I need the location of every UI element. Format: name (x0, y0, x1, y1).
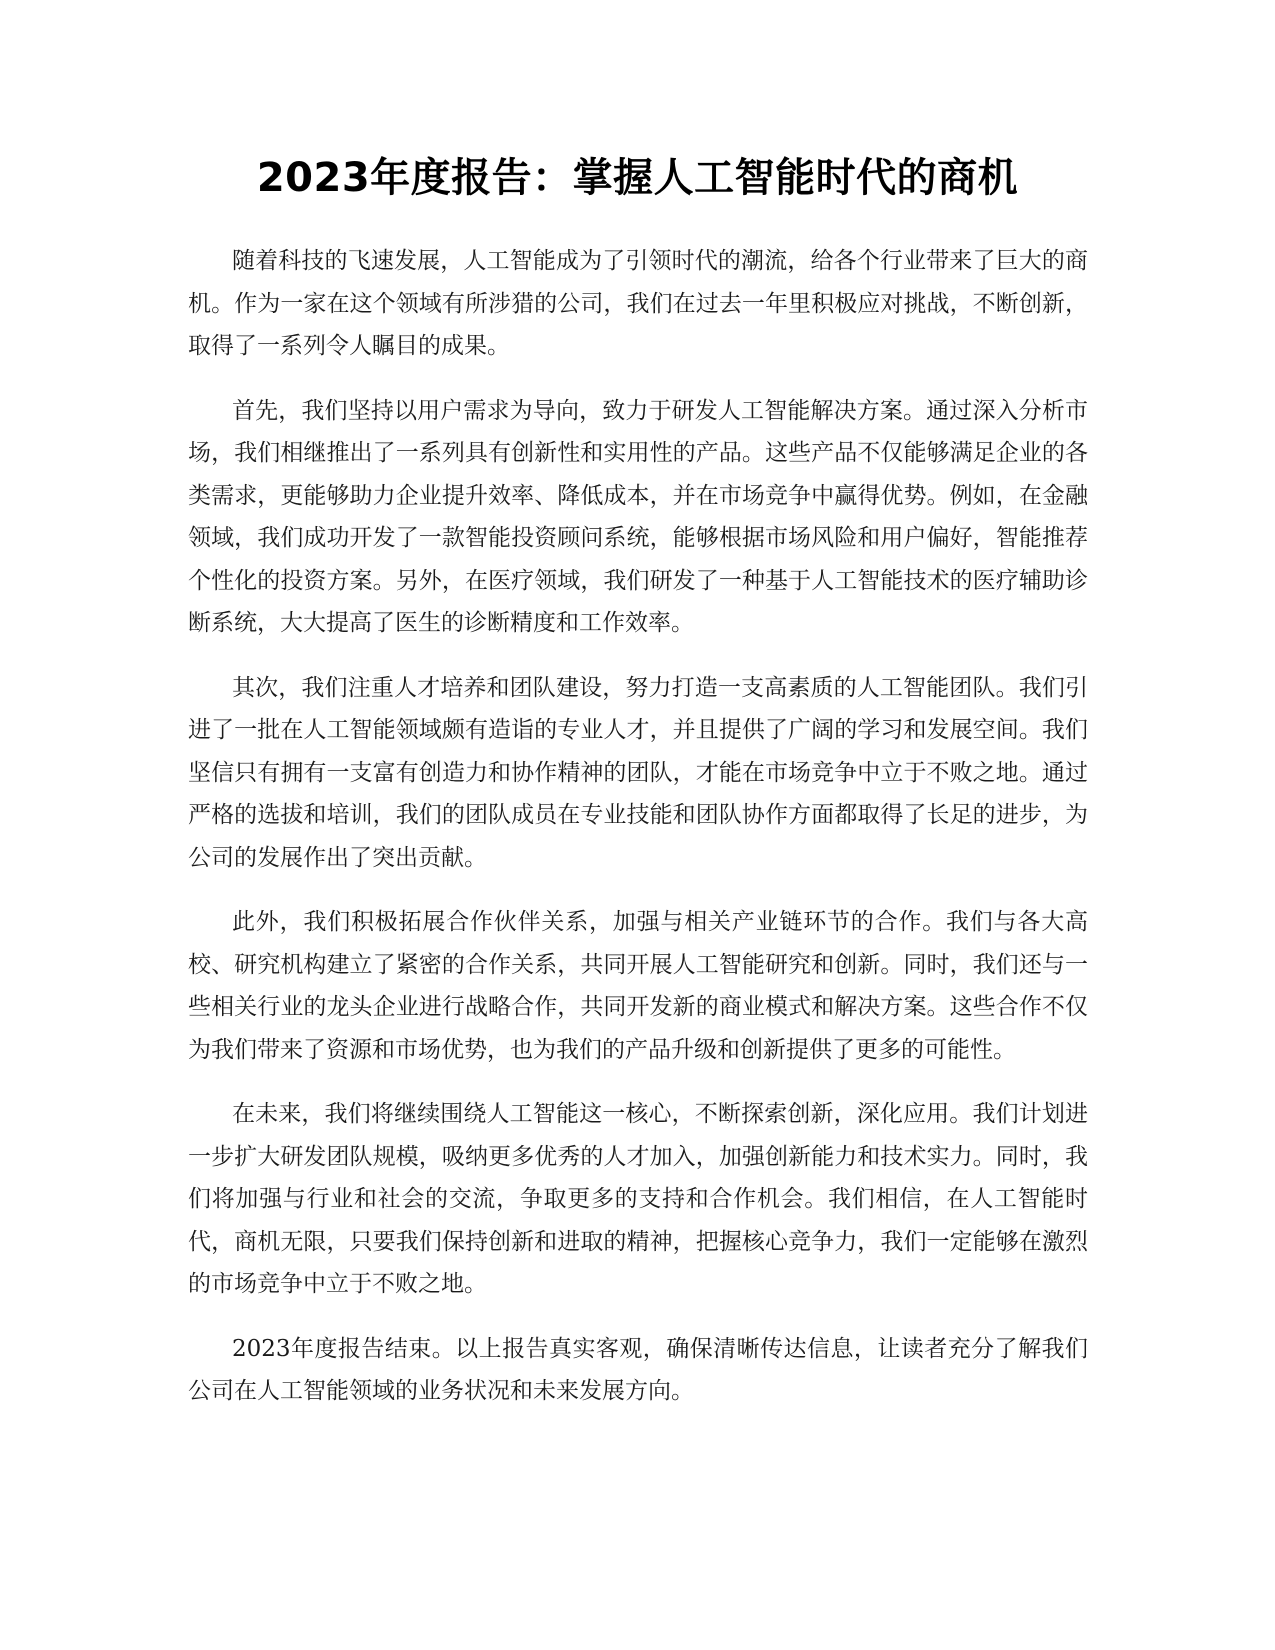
document-body (188, 240, 1088, 1435)
paragraph-products: 首先，我们坚持以用户需求为导向，致力于研发人工智能解决方案。通过深入分析市场，我们相继推出了一系列具有创新性和实用性的产品。这些产品不仅能够满足企业的各类需求，更能够助力企业提升效率、降低成本，并在市场竞争中赢得优势。例如，在金融领域，我们成功开发了一款智能投资顾问系统，能够根据市场风险和用户偏好，智能推荐个性化的投资方案。另外，在医疗领域，我们研发了一种基于人工智能技术的医疗辅助诊断系统，大大提高了医生的诊断精度和工作效率。 (188, 397, 1088, 636)
paragraph-future: 在未来，我们将继续围绕人工智能这一核心，不断探索创新，深化应用。我们计划进一步扩大研发团队规模，吸纳更多优秀的人才加入，加强创新能力和技术实力。同时，我们将加强与行业和社会的交流，争取更多的支持和合作机会。我们相信，在人工智能时代，商机无限，只要我们保持创新和进取的精神，把握核心竞争力，我们一定能够在激烈的市场竞争中立于不败之地。 (188, 1101, 1088, 1297)
paragraph-conclusion: 2023年度报告结束。以上报告真实客观，确保清晰传达信息，让读者充分了解我们公司在人工智能领域的业务状况和未来发展方向。 (188, 1335, 1088, 1404)
paragraph-talent: 其次，我们注重人才培养和团队建设，努力打造一支高素质的人工智能团队。我们引进了一批在人工智能领域颇有造诣的专业人才，并且提供了广阔的学习和发展空间。我们坚信只有拥有一支富有创造力和协作精神的团队，才能在市场竞争中立于不败之地。通过严格的选拔和培训，我们的团队成员在专业技能和团队协作方面都取得了长足的进步，为公司的发展作出了突出贡献。 (188, 674, 1088, 871)
document-title: 2023年度报告：掌握人工智能时代的商机 (256, 155, 1019, 201)
paragraph-intro: 随着科技的飞速发展，人工智能成为了引领时代的潮流，给各个行业带来了巨大的商机。作为一家在这个领域有所涉猎的公司，我们在过去一年里积极应对挑战，不断创新，取得了一系列令人瞩目的成果。 (188, 248, 1088, 359)
paragraph-partnerships: 此外，我们积极拓展合作伙伴关系，加强与相关产业链环节的合作。我们与各大高校、研究机构建立了紧密的合作关系，共同开展人工智能研究和创新。同时，我们还与一些相关行业的龙头企业进行战略合作，共同开发新的商业模式和解决方案。这些合作不仅为我们带来了资源和市场优势，也为我们的产品升级和创新提供了更多的可能性。 (188, 909, 1088, 1063)
